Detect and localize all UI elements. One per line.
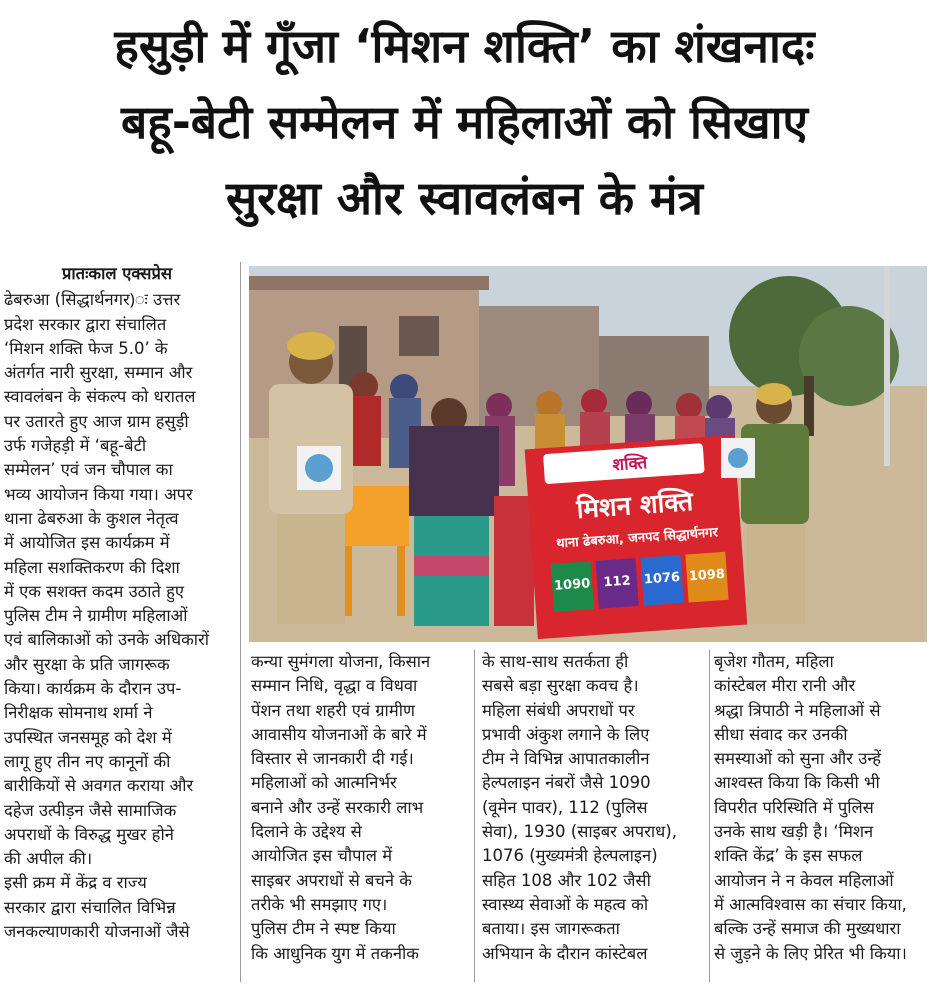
article-line: महिला सशक्तिकरण की दिशा — [4, 557, 180, 577]
article-line: ढेबरुआ (सिद्धार्थनगर)ः उत्तर — [4, 290, 181, 310]
article-line: हेल्पलाइन नंबरों जैसे 1090 — [482, 773, 651, 793]
column-3-text — [482, 650, 704, 966]
helpline-number: 1076 — [643, 570, 681, 588]
article-line: स्वास्थ्य सेवाओं के महत्व को — [482, 894, 649, 914]
article-line: टीम ने विभिन्न आपातकालीन — [482, 749, 650, 769]
article-line: कि आधुनिक युग में तकनीक — [251, 943, 419, 963]
pole — [884, 266, 890, 466]
column-divider — [474, 650, 475, 982]
article-line: बताया। इस जागरूकता — [482, 919, 620, 939]
article-line: आयोजित इस चौपाल में — [251, 846, 393, 866]
news-photo — [249, 266, 927, 642]
article-line: सेवा), 1930 (साइबर अपराध), — [482, 822, 677, 842]
article-line: कांस्टेबल मीरा रानी और — [714, 676, 856, 696]
article-line: बनाने और उन्हें सरकारी लाभ — [251, 797, 424, 817]
article-column-4 — [714, 650, 926, 966]
article-line: में एक सशक्त कदम उठाते हुए — [4, 581, 185, 601]
headline-line-2: बहू-बेटी सम्मेलन में महिलाओं को सिखाए — [121, 95, 808, 149]
villager-woman — [494, 496, 534, 626]
banner-subtitle: थाना ढेबरुआ, जनपद सिद्धार्थनगर — [555, 525, 719, 552]
article-line: अंतर्गत नारी सुरक्षा, सम्मान और — [4, 363, 193, 383]
article-line: सहित 108 और 102 जैसी — [482, 870, 651, 890]
article-line: एवं बालिकाओं को उनके अधिकारों — [4, 630, 210, 650]
article-line: बृजेश गौतम, महिला — [714, 652, 834, 671]
column-4-text — [714, 650, 926, 966]
article-line: विस्तार से जानकारी दी गई। — [251, 749, 414, 769]
article-line: भव्य आयोजन किया गया। अपर — [4, 484, 193, 504]
column-1-text — [4, 288, 230, 944]
column-divider — [240, 262, 241, 982]
villager-woman — [409, 398, 499, 626]
article-line: प्रदेश सरकार द्वारा संचालित — [4, 314, 167, 334]
article-line: कन्या सुमंगला योजना, किसान — [251, 652, 431, 671]
article-line: थाना ढेबरुआ के कुशल नेतृत्व — [4, 508, 179, 528]
article-line: और सुरक्षा के प्रति जागरूक — [4, 654, 170, 674]
article-column-1 — [4, 262, 230, 944]
article-line: पुलिस टीम ने स्पष्ट किया — [251, 919, 396, 939]
article-line: आयोजन ने न केवल महिलाओं — [714, 870, 894, 890]
article-line: सरकार द्वारा संचालित विभिन्न — [4, 897, 176, 917]
article-line: लागू हुए तीन नए कानूनों की — [4, 751, 171, 771]
article-line: उपस्थित जनसमूह को देश में — [4, 727, 172, 747]
headline-line-1: हसुड़ी में गूँजा ‘मिशन शक्ति’ का शंखनादः — [114, 19, 815, 73]
article-column-3 — [482, 650, 704, 966]
article-line: बल्कि उन्हें समाज की मुख्यधारा — [714, 919, 901, 939]
article-line: महिलाओं को आत्मनिर्भर — [251, 773, 397, 793]
column-2-text — [251, 650, 467, 966]
article-line: जनकल्याणकारी योजनाओं जैसे — [4, 922, 190, 942]
article-line: में आत्मविश्वास का संचार किया, — [714, 894, 907, 914]
article-column-2 — [251, 650, 467, 966]
article-line: किया। कार्यक्रम के दौरान उप- — [4, 679, 182, 699]
article-line: दहेज उत्पीड़न जैसे सामाजिक — [4, 800, 177, 820]
mission-shakti-banner — [525, 435, 748, 639]
article-line: निरीक्षक सोमनाथ शर्मा ने — [4, 703, 153, 723]
article-line: में आयोजित इस कार्यक्रम में — [4, 533, 170, 553]
article-line: (वूमेन पावर), 112 (पुलिस — [482, 797, 648, 817]
article-line: दिलाने के उद्देश्य से — [251, 822, 362, 842]
helpline-number: 1098 — [688, 566, 726, 585]
banner-title: मिशन शक्ति — [575, 486, 695, 526]
article-line: सबसे बड़ा सुरक्षा कवच है। — [482, 676, 639, 696]
article-line: 1076 (मुख्यमंत्री हेल्पलाइन) — [482, 846, 658, 866]
helpline-number: 112 — [603, 573, 632, 591]
banner-logo-text: शक्ति — [611, 453, 648, 476]
article-line: स्वावलंबन के संकल्प को धरातल — [4, 387, 196, 407]
article-line: श्रद्धा त्रिपाठी ने महिलाओं से — [714, 700, 881, 720]
article-line: महिला संबंधी अपराधों पर — [482, 700, 635, 720]
article-line: विपरीत परिस्थिति में पुलिस — [714, 797, 874, 817]
article-line: उर्फ गजेहड़ी में ‘बहू-बेटी — [4, 436, 147, 456]
article-line: साइबर अपराधों से बचने के — [251, 870, 412, 890]
article-line: उनके साथ खड़ी है। ‘मिशन — [714, 822, 874, 842]
article-line: ‘मिशन शक्ति फेज 5.0’ के — [4, 338, 168, 358]
article-line: सीधा संवाद कर उनकी — [714, 724, 848, 744]
article-line: से जुड़ने के लिए प्रेरित भी किया। — [714, 943, 907, 963]
article-line: तरीके भी समझाए गए। — [251, 894, 388, 914]
column-divider — [709, 650, 710, 982]
article-line: बारीकियों से अवगत कराया और — [4, 776, 194, 796]
byline: प्रातःकाल एक्सप्रेस — [62, 264, 172, 283]
article-line: पर उतारते हुए आज ग्राम हसुड़ी — [4, 411, 189, 431]
article-line: की अपील की। — [4, 849, 93, 869]
headline-line-3: सुरक्षा और स्वावलंबन के मंत्र — [226, 171, 703, 225]
article-line: के साथ-साथ सतर्कता ही — [482, 652, 629, 671]
article-line: इसी क्रम में केंद्र व राज्य — [4, 873, 147, 893]
headline — [0, 8, 929, 236]
article-line: पेंशन तथा शहरी एवं ग्रामीण — [251, 700, 415, 720]
photo-illustration — [249, 266, 927, 642]
helpline-number: 1090 — [553, 576, 591, 594]
article-line: आश्वस्त किया कि किसी भी — [714, 773, 880, 793]
article-line: समस्याओं को सुना और उन्हें — [714, 749, 882, 769]
article-line: अपराधों के विरुद्ध मुखर होने — [4, 824, 174, 844]
article-line: शक्ति केंद्र’ के इस सफल — [714, 846, 863, 866]
article-line: पुलिस टीम ने ग्रामीण महिलाओं — [4, 606, 188, 626]
article-line: आवासीय योजनाओं के बारे में — [251, 724, 427, 744]
article-line: प्रभावी अंकुश लगाने के लिए — [482, 724, 650, 744]
article-line: सम्मेलन’ एवं जन चौपाल का — [4, 460, 173, 480]
article-line: सम्मान निधि, वृद्धा व विधवा — [251, 676, 418, 696]
article-line: अभियान के दौरान कांस्टेबल — [482, 943, 648, 963]
